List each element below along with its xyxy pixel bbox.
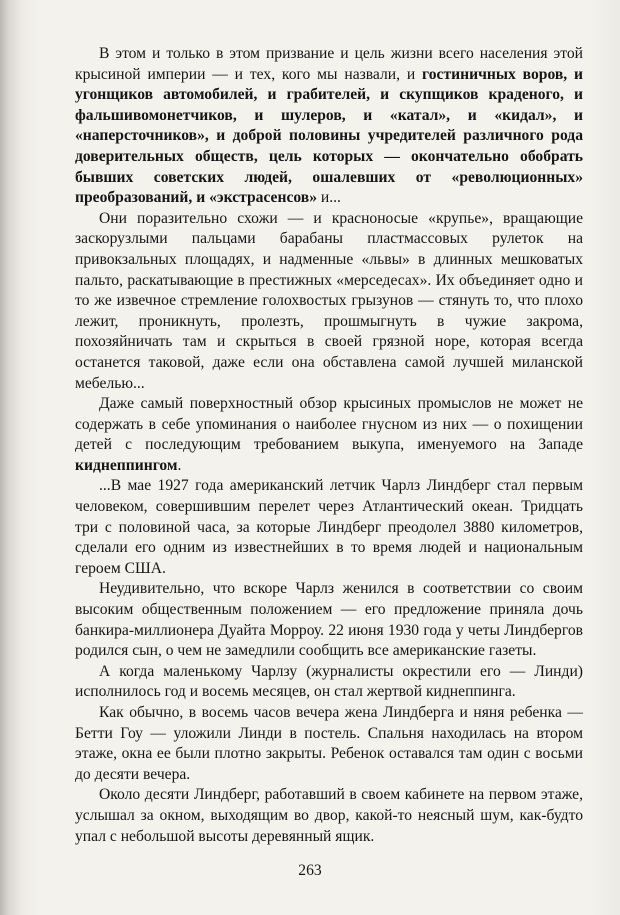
paragraph — [75, 579, 583, 661]
paragraph-text: Неудивительно, что вскоре Чарлз женился в соответствии со своим высоким общественным положением — его предложение приняла дочь банкира-миллионера Дуайта Морроу. 22 июня 1930 года у четы Линдбергов родился сын, о чем не замедлили сообщить все американские газеты. — [75, 580, 583, 660]
paragraph-text-bold: гостиничных воров, и угонщиков автомобилей, и грабителей, и скупщиков краденого, и фальшивомонетчиков, и шулеров, и «катал», и «кидал», и «наперсточников», и доброй половины учредителей различного рода доверительных обществ, цель которых — окончательно обобрать бывших советских людей, ошалевших от «революционных» преобразований, и «экстрасенсов» — [75, 65, 583, 207]
page-number: 263 — [298, 862, 322, 879]
paragraph — [75, 476, 583, 579]
body-text — [75, 44, 583, 847]
paragraph — [75, 209, 583, 394]
paragraph-text: В этом и только в этом призвание и цель жизни всего населения этой крысиной империи — и тех, кого мы назвали, и — [75, 45, 583, 83]
paragraph-text: ...В мае 1927 года американский летчик Чарлз Линдберг стал первым человеком, совершившим перелет через Атлантический океан. Тридцать три с половиной часа, за которые Линдберг преодолел 3880 километров, сделали его одним из известнейших в то время людей и национальным героем США. — [75, 477, 583, 577]
paragraph-text: А когда маленькому Чарлзу (журналисты окрестили его — Линди) исполнилось год и восемь месяцев, он стал жертвой киднеппинга. — [75, 662, 583, 701]
paragraph-text: Даже самый поверхностный обзор крысиных промыслов не может не содержать в себе упоминания о наиболее гнусном из них — о похищении детей с последующим требованием выкупа, именуемого на Западе — [75, 395, 583, 454]
paragraph-text: и... — [317, 189, 341, 207]
paragraph — [75, 44, 583, 209]
paragraph-text-bold: киднеппингом — [75, 456, 178, 474]
paragraph-text: Около десяти Линдберг, работавший в своем кабинете на первом этаже, услышал за окном, выходящим во двор, какой-то неясный шум, как-будто упал с небольшой высоты деревянный ящик. — [75, 786, 583, 845]
paragraph-text: Они поразительно схожи — и красноносые «крупье», вращающие заскорузлыми пальцами барабаны пластмассовых рулеток на привокзальных площадях, и надменные «львы» в длинных мешковатых пальто, раскатывающие в престижных «мерседесах». Их объединяет одно и то же извечное стремление голохвостых грызунов — стянуть то, что плохо лежит, проникнуть, пролезть, прошмыгнуть в чужие закрома, похозяйничать там и скрыться в своей грязной норе, которая всегда останется таковой, даже если она обставлена самой лучшей миланской мебелью... — [75, 209, 583, 392]
paragraph — [75, 785, 583, 847]
paragraph-text: Как обычно, в восемь часов вечера жена Линдберга и няня ребенка — Бетти Гоу — уложили Линди в постель. Спальня находилась на втором этаже, окна ее были плотно закрыты. Ребенок оставался там один с восьми до десяти вечера. — [75, 704, 583, 783]
paragraph — [75, 662, 583, 703]
paragraph-text: . — [177, 456, 182, 474]
paragraph — [75, 703, 583, 785]
paragraph — [75, 394, 583, 476]
